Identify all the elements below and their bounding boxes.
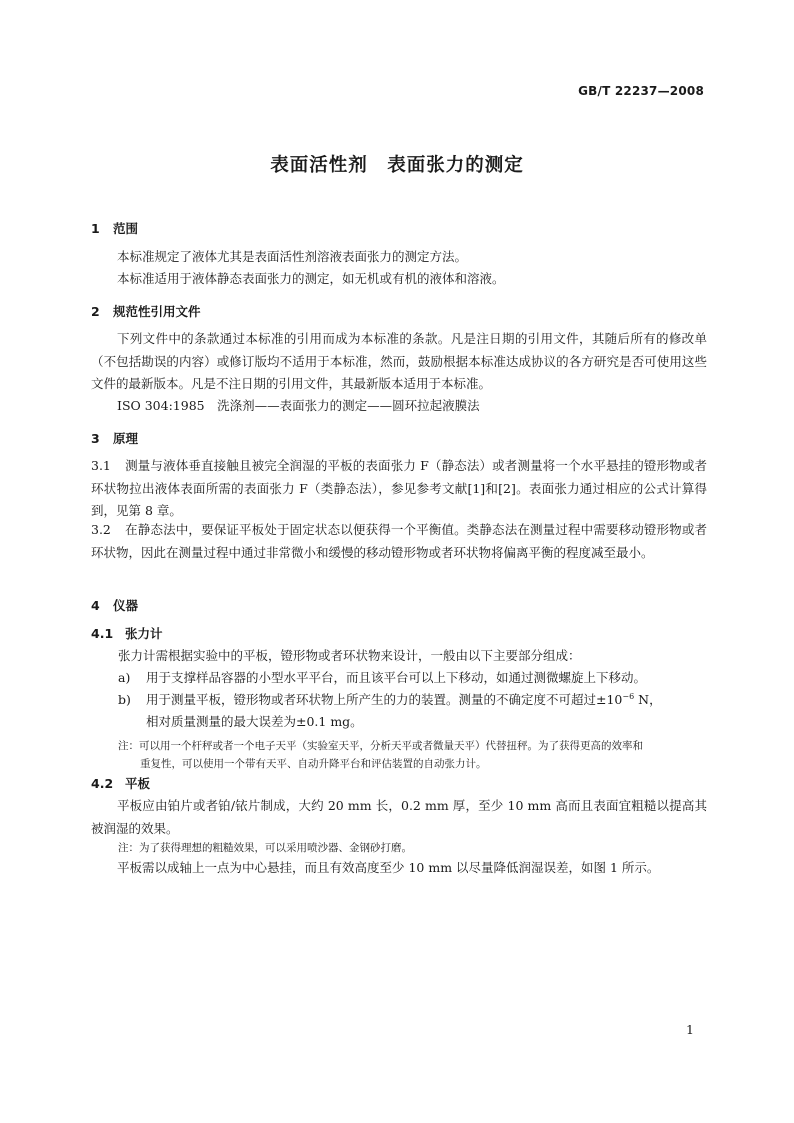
list-item-b-continued: 相对质量测量的最大误差为±0.1 mg。 <box>146 714 363 729</box>
clause-text: 在静态法中，要保证平板处于固定状态以便获得一个平衡值。类静态法在测量过程中需要移动镫形物或者环状物，因此在测量过程中通过非常微小和缓慢的移动镫形物或者环状物将偏离平衡的程度减至最小。 <box>91 522 707 560</box>
section-1-heading <box>91 219 138 237</box>
section-2-heading <box>91 302 201 320</box>
clause-4-2-paragraph-2: 平板需以成轴上一点为中心悬挂，而且有效高度至少 10 mm 以尽量降低润湿误差，如图 1 所示。 <box>117 860 660 875</box>
clause-4-2-paragraph-1: 平板应由铂片或者铂/铱片制成，大约 20 mm 长，0.2 mm 厚，至少 10 mm 高而且表面宜粗糙以提高其被润湿的效果。 <box>91 798 707 836</box>
list-text: 用于测量平板，镫形物或者环状物上所产生的力的装置。测量的不确定度不可超过±10 <box>146 692 623 707</box>
section-2-paragraph: 下列文件中的条款通过本标准的引用而成为本标准的条款。凡是注日期的引用文件，其随后所有的修改单（不包括勘误的内容）或修订版均不适用于本标准，然而，鼓励根据本标准达成协议的各方研究是否可使用这些文件的最新版本。凡是不注日期的引用文件，其最新版本适用于本标准。 <box>91 331 707 391</box>
list-text: 用于支撑样品容器的小型水平平台，而且该平台可以上下移动，如通过测微螺旋上下移动。 <box>146 670 647 685</box>
list-label: a) <box>118 670 131 685</box>
list-label: b) <box>118 692 131 707</box>
superscript-exponent: −6 <box>622 691 635 701</box>
section-1-paragraph-1: 本标准规定了液体尤其是表面活性剂溶液表面张力的测定方法。 <box>117 249 468 264</box>
clause-4-1-intro: 张力计需根据实验中的平板，镫形物或者环状物来设计，一般由以下主要部分组成： <box>118 648 581 663</box>
section-title: 仪器 <box>113 598 139 613</box>
section-number: 2 <box>91 304 100 319</box>
section-number: 3 <box>91 431 100 446</box>
clause-text: 测量与液体垂直接触且被完全润湿的平板的表面张力 F（静态法）或者测量将一个水平悬挂的镫形物或者环状物拉出液体表面所需的表面张力 F（类静态法），参见参考文献[1]和[2]。表面张力通过相应的公式计算得到，见第 8 章。 <box>91 458 707 518</box>
clause-number: 4.2 <box>91 776 114 791</box>
note-1-line-1: 注：可以用一个杆秤或者一个电子天平（实验室天平，分析天平或者微量天平）代替扭秤。为了获得更高的效率和 <box>118 740 643 752</box>
clause-4-1-heading <box>91 623 163 646</box>
standard-number: GB/T 22237—2008 <box>578 84 704 98</box>
clause-title: 平板 <box>125 776 151 791</box>
list-item-b <box>118 689 707 712</box>
clause-number: 4.1 <box>91 626 114 641</box>
section-title: 范围 <box>113 221 139 236</box>
section-number: 1 <box>91 221 100 236</box>
section-title: 原理 <box>113 431 139 446</box>
page-number: 1 <box>686 1022 694 1037</box>
section-3-heading <box>91 429 138 447</box>
clause-number: 3.1 <box>91 458 111 473</box>
clause-4-2-heading <box>91 773 150 796</box>
section-4-heading <box>91 596 138 614</box>
note-1-line-2: 重复性，可以使用一个带有天平、自动升降平台和评估装置的自动张力计。 <box>140 758 487 770</box>
clause-3-1 <box>91 455 707 523</box>
clause-title: 张力计 <box>125 626 163 641</box>
section-title: 规范性引用文件 <box>113 304 201 319</box>
clause-number: 3.2 <box>91 522 111 537</box>
normative-reference: ISO 304:1985 洗涤剂——表面张力的测定——圆环拉起液膜法 <box>117 398 480 413</box>
section-number: 4 <box>91 598 100 613</box>
list-item-a <box>118 667 707 690</box>
document-title: 表面活性剂 表面张力的测定 <box>270 155 524 176</box>
section-1-paragraph-2: 本标准适用于液体静态表面张力的测定，如无机或有机的液体和溶液。 <box>117 271 505 286</box>
clause-3-2 <box>91 519 707 564</box>
note-2: 注：为了获得理想的粗糙效果，可以采用喷沙器、金钢砂打磨。 <box>118 842 412 854</box>
list-text-end: N， <box>634 692 662 707</box>
